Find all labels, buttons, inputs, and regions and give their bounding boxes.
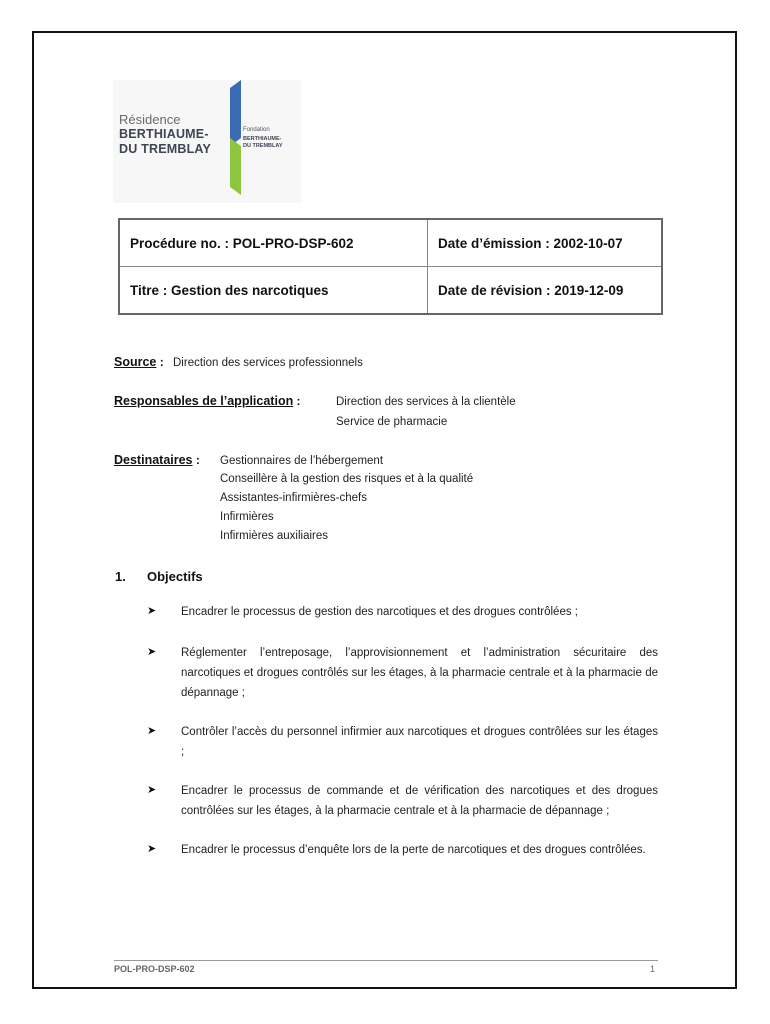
logo-fondation-line1: BERTHIAUME-	[243, 136, 282, 142]
arrow-bullet-icon: ➤	[147, 725, 157, 737]
section-title: Objectifs	[147, 569, 203, 584]
responsables-label: Responsables de l’application	[114, 394, 294, 408]
source-sep: :	[156, 355, 164, 369]
source-value: Direction des services professionnels	[173, 357, 363, 369]
footer-divider	[114, 960, 658, 961]
responsables-value: Service de pharmacie	[336, 416, 448, 428]
arrow-bullet-icon: ➤	[147, 646, 157, 658]
destinataire-item: Assistantes-infirmières-chefs	[220, 492, 367, 504]
metadata-table	[118, 218, 663, 315]
destinataires-sep: :	[192, 453, 200, 467]
page-number: 1	[650, 964, 656, 974]
date-emission: Date d’émission : 2002-10-07	[428, 219, 663, 267]
logo-residence: Résidence	[119, 112, 181, 127]
destinataire-item: Infirmières auxiliaires	[220, 530, 329, 542]
section-heading	[115, 569, 203, 584]
table-row	[119, 219, 662, 267]
date-revision: Date de révision : 2019-12-09	[428, 267, 663, 315]
responsables-value: Direction des services à la clientèle	[336, 396, 516, 408]
title-cell: Titre : Gestion des narcotiques	[119, 267, 428, 315]
list-item: Encadrer le processus de gestion des narcotiques et des drogues contrôlées ;	[181, 606, 578, 618]
destinataire-item: Conseillère à la gestion des risques et à la qualité	[220, 473, 474, 485]
list-item: Encadrer le processus de commande et de vérification des narcotiques et des drogues contrôlées sur les étages, à la pharmacie centrale et à la pharmacie de dépannage ;	[181, 785, 658, 817]
procedure-number: Procédure no. : POL-PRO-DSP-602	[119, 219, 428, 267]
section-number: 1.	[115, 569, 126, 584]
destinataire-item: Gestionnaires de l’hébergement	[220, 455, 384, 467]
destinataires-label-group	[114, 453, 200, 467]
arrow-bullet-icon: ➤	[147, 843, 157, 855]
list-item: Encadrer le processus d’enquête lors de la perte de narcotiques et des drogues contrôlées.	[181, 844, 646, 856]
table-row	[119, 267, 662, 315]
logo	[113, 80, 301, 203]
responsables-label-group	[114, 394, 301, 408]
list-item: Réglementer l’entreposage, l’approvisionnement et l’administration sécuritaire des narcotiques et drogues contrôlés sur les étages, à la pharmacie centrale et à la pharmacie de dépannage ;	[181, 647, 658, 699]
source-label: Source	[114, 355, 157, 369]
logo-line1: BERTHIAUME-	[119, 127, 209, 141]
source-label-group	[114, 355, 164, 369]
responsables-sep: :	[293, 394, 301, 408]
logo-fondation: Fondation	[243, 127, 270, 133]
footer-code: POL-PRO-DSP-602	[114, 964, 195, 974]
destinataires-label: Destinataires	[114, 453, 193, 467]
arrow-bullet-icon: ➤	[147, 605, 157, 617]
logo-line2: DU TREMBLAY	[119, 142, 212, 156]
destinataire-item: Infirmières	[220, 511, 274, 523]
list-item: Contrôler l’accès du personnel infirmier aux narcotiques et drogues contrôlées sur les étages ;	[181, 726, 658, 758]
arrow-bullet-icon: ➤	[147, 784, 157, 796]
logo-fondation-line2: DU TREMBLAY	[243, 143, 283, 149]
